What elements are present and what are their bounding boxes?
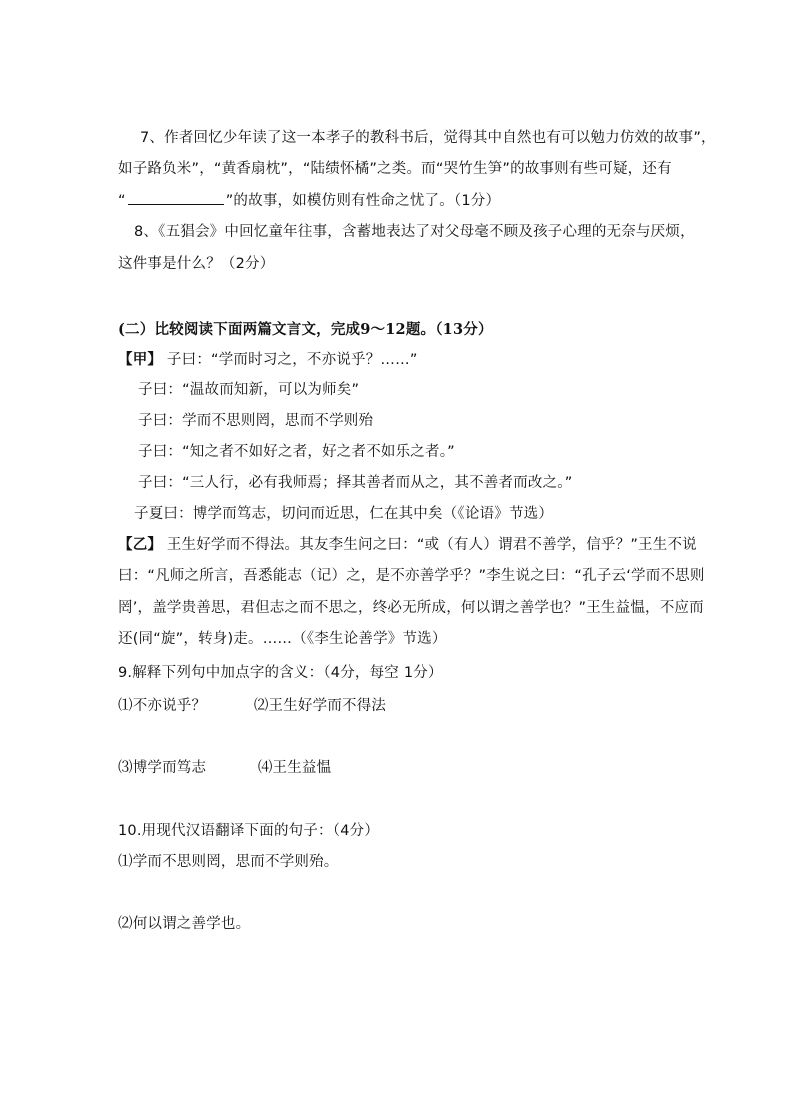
q7-line-3 (118, 190, 500, 211)
q9-item-3: ⑶博学而笃志 (118, 760, 207, 776)
jia-line-4: 子曰：“知之者不如好之者，好之者不如乐之者。” (138, 444, 455, 460)
q7-line-3-pre: “ (118, 193, 126, 209)
yi-label: 【乙】 (118, 537, 163, 553)
q9-prompt: 9.解释下列句中加点字的含义：（4分，每空 1分） (118, 665, 443, 681)
q7-line-3-post: ”的故事，如模仿则有性命之忧了。（1分） (225, 193, 501, 209)
jia-line-5: 子曰：“三人行，必有我师焉；择其善者而从之，其不善者而改之。” (138, 475, 573, 491)
q7-line-2: 如子路负米”，“黄香扇枕”，“陆绩怀橘”之类。而“哭竹生笋”的故事则有些可疑，还有 (118, 161, 672, 177)
yi-line-3: 罔’，盖学贵善思，君但志之而不思之，终必无所成，何以谓之善学也？”王生益愠，不应而 (118, 600, 704, 616)
q10-prompt: 10.用现代汉语翻译下面的句子：（4分） (118, 823, 380, 839)
jia-line-3: 子曰：学而不思则罔，思而不学则殆 (138, 413, 374, 429)
q7-answer-blank[interactable] (128, 190, 224, 205)
jia-text-1: 子曰：“学而时习之，不亦说乎？……” (166, 352, 418, 368)
q9-item-1: ⑴不亦说乎？ (118, 698, 207, 714)
q10-item-2: ⑵何以谓之善学也。 (118, 916, 251, 932)
q7-line-1: 7、作者回忆少年读了这一本孝子的教科书后，觉得其中自然也有可以勉力仿效的故事”， (140, 130, 716, 146)
q9-row-2 (118, 758, 331, 778)
jia-line-6: 子夏曰：博学而笃志，切问而近思，仁在其中矣（《论语》节选） (134, 506, 554, 522)
yi-line-1 (118, 535, 697, 555)
jia-line-2: 子曰：“温故而知新，可以为师矣” (138, 382, 360, 398)
q8-line-2: 这件事是什么？（2分） (118, 256, 275, 272)
jia-label: 【甲】 (118, 352, 163, 368)
yi-line-4: 还(同“旋”，转身)走。……（《李生论善学》节选） (118, 631, 447, 647)
q9-item-2: ⑵王生好学而不得法 (253, 698, 387, 714)
q9-row-1 (118, 696, 386, 716)
yi-text-1: 王生好学而不得法。其友李生问之曰：“或（有人）谓君不善学，信乎？”王生不说 (166, 537, 697, 553)
jia-line-1 (118, 350, 418, 370)
q8-line-1: 8、《五猖会》中回忆童年往事，含蓄地表达了对父母毫不顾及孩子心理的无奈与厌烦， (134, 224, 695, 240)
q10-item-1: ⑴学而不思则罔，思而不学则殆。 (118, 854, 339, 870)
yi-line-2: 曰：“凡师之所言，吾悉能志（记）之，是不亦善学乎？”李生说之曰：“孔子云‘学而不思则 (118, 568, 705, 584)
q9-item-4: ⑷王生益愠 (257, 760, 332, 776)
section-2-heading: (二）比较阅读下面两篇文言文，完成9～12题。（13分） (118, 321, 493, 338)
